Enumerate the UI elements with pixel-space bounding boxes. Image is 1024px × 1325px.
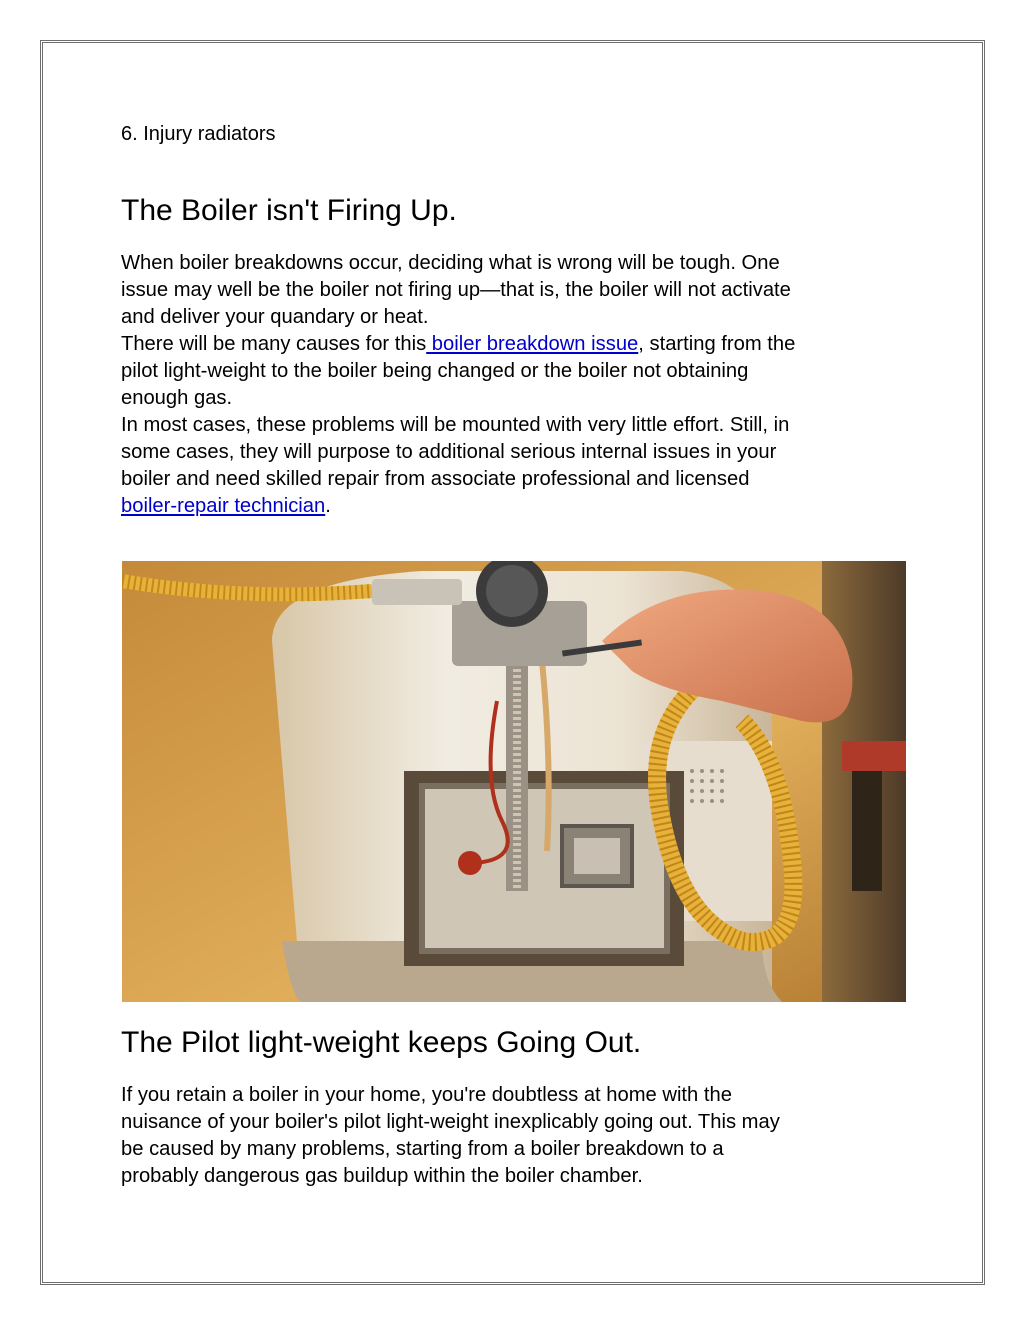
text-line: When boiler breakdowns occur, deciding what is wrong will be tough. One bbox=[121, 252, 780, 274]
text-line: issue may well be the boiler not firing up—that is, the boiler will not activate bbox=[121, 279, 791, 301]
text-line: In most cases, these problems will be mounted with very little effort. Still, in bbox=[121, 414, 790, 436]
text-line: some cases, they will purpose to additional serious internal issues in your bbox=[121, 441, 777, 463]
text-fragment: . bbox=[325, 495, 331, 517]
text-line: pilot light-weight to the boiler being changed or the boiler not obtaining bbox=[121, 360, 749, 382]
text-line: If you retain a boiler in your home, you're doubtless at home with the bbox=[121, 1084, 732, 1106]
text-fragment: , starting from the bbox=[638, 333, 796, 355]
text-line bbox=[121, 493, 911, 520]
text-line: probably dangerous gas buildup within the boiler chamber. bbox=[121, 1165, 643, 1187]
text-line: be caused by many problems, starting from a boiler breakdown to a bbox=[121, 1138, 724, 1160]
section-heading-boiler-not-firing: The Boiler isn't Firing Up. bbox=[121, 194, 457, 227]
text-line: enough gas. bbox=[121, 387, 233, 409]
text-line: and deliver your quandary or heat. bbox=[121, 306, 429, 328]
boiler-repair-technician-link[interactable]: boiler-repair technician bbox=[121, 495, 326, 517]
section-paragraph-pilot-light bbox=[121, 1082, 911, 1190]
section-heading-pilot-light: The Pilot light-weight keeps Going Out. bbox=[121, 1026, 642, 1059]
boiler-breakdown-issue-link[interactable]: boiler breakdown issue bbox=[426, 333, 639, 355]
list-item: 6. Injury radiators bbox=[121, 123, 276, 145]
text-line: nuisance of your boiler's pilot light-weight inexplicably going out. This may bbox=[121, 1111, 780, 1133]
section-paragraph-boiler-not-firing bbox=[121, 250, 911, 520]
text-line bbox=[121, 331, 911, 358]
text-fragment: There will be many causes for this bbox=[121, 333, 427, 355]
text-line: boiler and need skilled repair from associate professional and licensed bbox=[121, 468, 750, 490]
water-heater-photo bbox=[122, 561, 906, 1002]
water-heater-illustration bbox=[122, 561, 906, 1002]
